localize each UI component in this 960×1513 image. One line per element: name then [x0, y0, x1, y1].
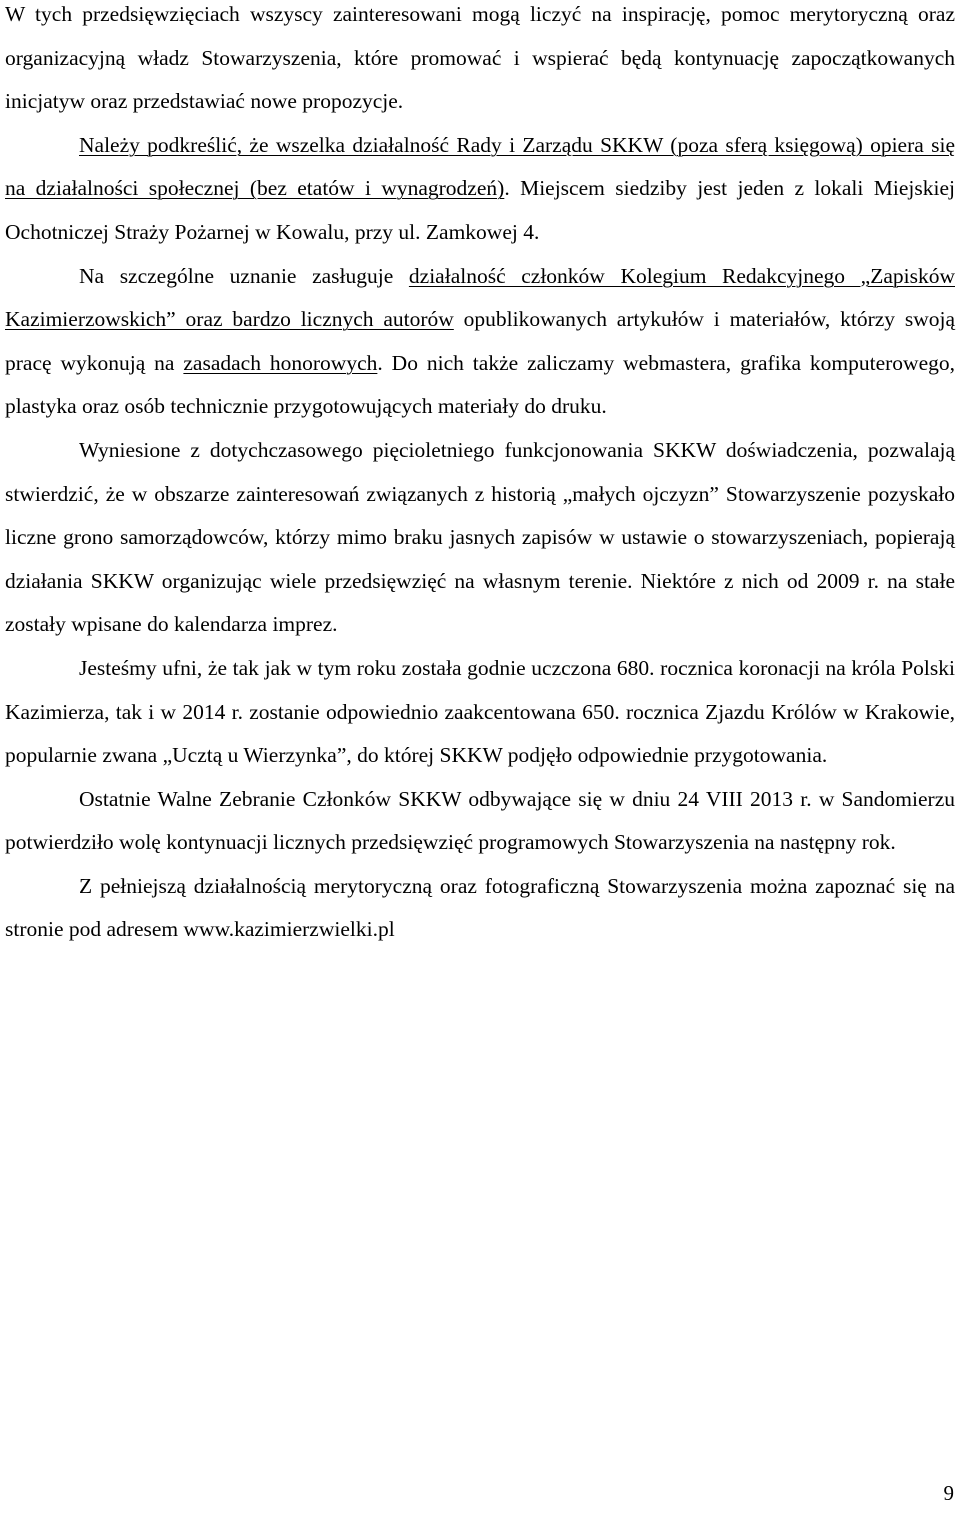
paragraph-3: [5, 255, 955, 429]
paragraph-3-underlined-1: działalność członków Kolegium Redakcyjnego „Zapisków Kazimierzowskich” oraz bardzo licznych autorów: [5, 263, 955, 332]
paragraph-2: [5, 124, 955, 255]
paragraph-3-part-2: opublikowanych artykułów i materiałów, którzy swoją pracę wykonują na: [5, 307, 956, 375]
paragraph-3-underlined-2: zasadach honorowych: [183, 350, 378, 375]
paragraph-1: [5, 0, 955, 124]
paragraph-2-underlined: Należy podkreślić, że wszelka działalność Rady i Zarządu SKKW (poza sferą księgową) opiera się na działalności społecznej (bez etatów i wynagrodzeń): [5, 132, 955, 201]
page-number: 9: [943, 1481, 954, 1505]
paragraph-7: [5, 865, 955, 952]
paragraph-5: [5, 647, 955, 778]
paragraph-1-text: W tych przedsięwzięciach wszyscy zainteresowani mogą liczyć na inspirację, pomoc merytoryczną oraz organizacyjną władz Stowarzyszenia, które promować i wspierać będą kontynuację zapoczątkowanych inicjatyw oraz przedstawiać nowe propozycje.: [5, 2, 955, 114]
paragraph-4: [5, 429, 955, 647]
paragraph-6-text: Ostatnie Walne Zebranie Członków SKKW odbywające się w dniu 24 VIII 2013 r. w Sandomierzu potwierdziło wolę kontynuacji licznych przedsięwzięć programowych Stowarzyszenia na następny rok.: [5, 786, 955, 855]
paragraph-7-text: Z pełniejszą działalnością merytoryczną oraz fotograficzną Stowarzyszenia można zapoznać się na stronie pod adresem www.kazimierzwielki.pl: [5, 873, 955, 942]
body-text: [5, 0, 955, 952]
paragraph-3-part-3: . Do nich także zaliczamy webmastera, grafika komputerowego, plastyka oraz osób technicznie przygotowujących materiały do druku.: [5, 350, 955, 419]
paragraph-6: [5, 778, 955, 865]
paragraph-2-rest: . Miejscem siedziby jest jeden z lokali Miejskiej Ochotniczej Straży Pożarnej w Kowalu, przy ul. Zamkowej 4.: [5, 176, 955, 244]
paragraph-5-text: Jesteśmy ufni, że tak jak w tym roku została godnie uczczona 680. rocznica koronacji na króla Polski Kazimierza, tak i w 2014 r. zostanie odpowiednio zaakcentowana 650. rocznica Zjazdu Królów w Krakowie, popularnie zwana „Ucztą u Wierzynka”, do której SKKW podjęło odpowiednie przygotowania.: [5, 655, 955, 768]
paragraph-3-part-1: Na szczególne uznanie zasługuje: [79, 263, 409, 288]
paragraph-4-text: Wyniesione z dotychczasowego pięcioletniego funkcjonowania SKKW doświadczenia, pozwalają stwierdzić, że w obszarze zainteresowań związanych z historią „małych ojczyzn” Stowarzyszenie pozyskało liczne grono samorządowców, którzy mimo braku jasnych zapisów w ustawie o stowarzyszeniach, popierają działania SKKW organizując wiele przedsięwzięć na własnym terenie. Niektóre z nich od 2009 r. na stałe zostały wpisane do kalendarza imprez.: [5, 437, 955, 637]
